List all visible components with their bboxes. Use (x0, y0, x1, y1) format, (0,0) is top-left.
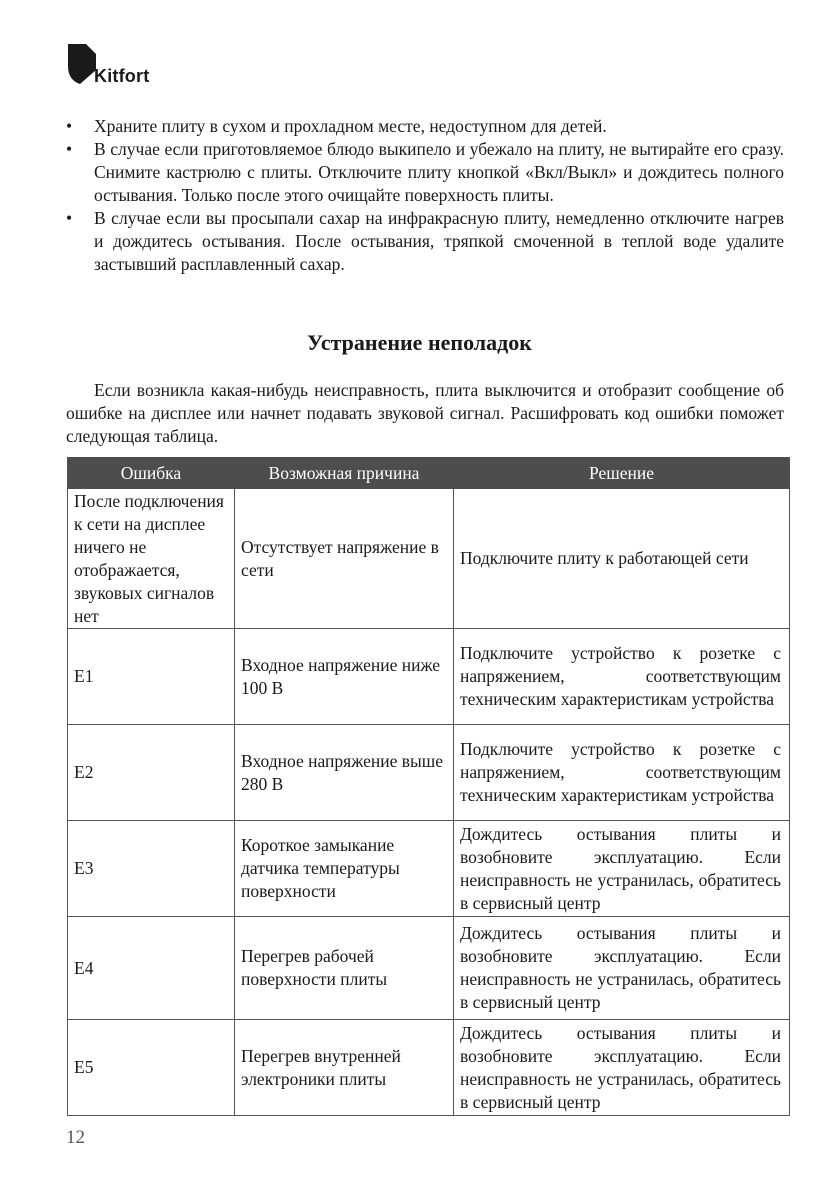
page-number: 12 (66, 1127, 85, 1148)
cause-cell: Входное напряжение ниже 100 В (235, 629, 454, 725)
cause-cell: Входное напряжение выше 280 В (235, 725, 454, 821)
error-cell: E3 (68, 821, 235, 917)
solution-cell: Дождитесь остывания плиты и возобновите эксплуатацию. Если неисправность не устранилась, обратитесь в сервисный центр (454, 821, 790, 917)
error-cell: E1 (68, 629, 235, 725)
table-row (68, 725, 790, 821)
intro-paragraph: Если возникла какая-нибудь неисправность, плита выключится и отобразит сообщение об ошибке на дисплее или начнет подавать звуковой сигнал. Расшифровать код ошибки поможет следующая таблица. (66, 380, 784, 446)
solution-cell: Подключите устройство к розетке с напряжением, соответствующим техническим характеристикам устройства (454, 629, 790, 725)
error-cell: E5 (68, 1020, 235, 1116)
solution-cell: Дождитесь остывания плиты и возобновите эксплуатацию. Если неисправность не устранилась, обратитесь в сервисный центр (454, 1020, 790, 1116)
bullet-item (66, 138, 784, 207)
table-row (68, 489, 790, 629)
table-row (68, 629, 790, 725)
solution-cell: Дождитесь остывания плиты и возобновите эксплуатацию. Если неисправность не устранилась, обратитесь в сервисный центр (454, 917, 790, 1020)
bullet-item (66, 115, 784, 138)
header-solution: Решение (454, 458, 790, 489)
table-row (68, 1020, 790, 1116)
cause-cell: Перегрев внутренней электроники плиты (235, 1020, 454, 1116)
bullet-text: В случае если вы просыпали сахар на инфракрасную плиту, немедленно отключите нагрев и дождитесь остывания. После остывания, тряпкой смоченной в теплой воде удалите застывший расплавленный сахар. (94, 208, 784, 274)
bullet-dot-icon: • (66, 116, 73, 136)
cause-cell: Короткое замыкание датчика температуры поверхности (235, 821, 454, 917)
header-cause: Возможная причина (235, 458, 454, 489)
solution-cell: Подключите плиту к работающей сети (454, 489, 790, 629)
table-header-row (68, 458, 790, 489)
bullet-item (66, 207, 784, 276)
table-row (68, 821, 790, 917)
cause-cell: Перегрев рабочей поверхности плиты (235, 917, 454, 1020)
table-row (68, 917, 790, 1020)
solution-cell: Подключите устройство к розетке с напряжением, соответствующим техническим характеристикам устройства (454, 725, 790, 821)
bullet-dot-icon: • (66, 208, 73, 228)
bullet-list (66, 115, 784, 276)
error-cell: После подключения к сети на дисплее ничего не отображается, звуковых сигналов нет (68, 489, 235, 629)
error-cell: E4 (68, 917, 235, 1020)
kitfort-logo (66, 42, 176, 92)
brand-name: Kitfort (94, 66, 150, 86)
error-cell: E2 (68, 725, 235, 821)
section-title: Устранение неполадок (307, 330, 532, 355)
cause-cell: Отсутствует напряжение в сети (235, 489, 454, 629)
bullet-text: Храните плиту в сухом и прохладном месте, недоступном для детей. (94, 116, 607, 136)
error-table (67, 457, 790, 1116)
bullet-dot-icon: • (66, 139, 73, 159)
header-error: Ошибка (68, 458, 235, 489)
bullet-text: В случае если приготовляемое блюдо выкипело и убежало на плиту, не вытирайте его сразу. Снимите кастрюлю с плиты. Отключите плиту кнопкой «Вкл/Выкл» и дождитесь полного остывания. Только после этого очищайте поверхность плиты. (94, 139, 784, 205)
